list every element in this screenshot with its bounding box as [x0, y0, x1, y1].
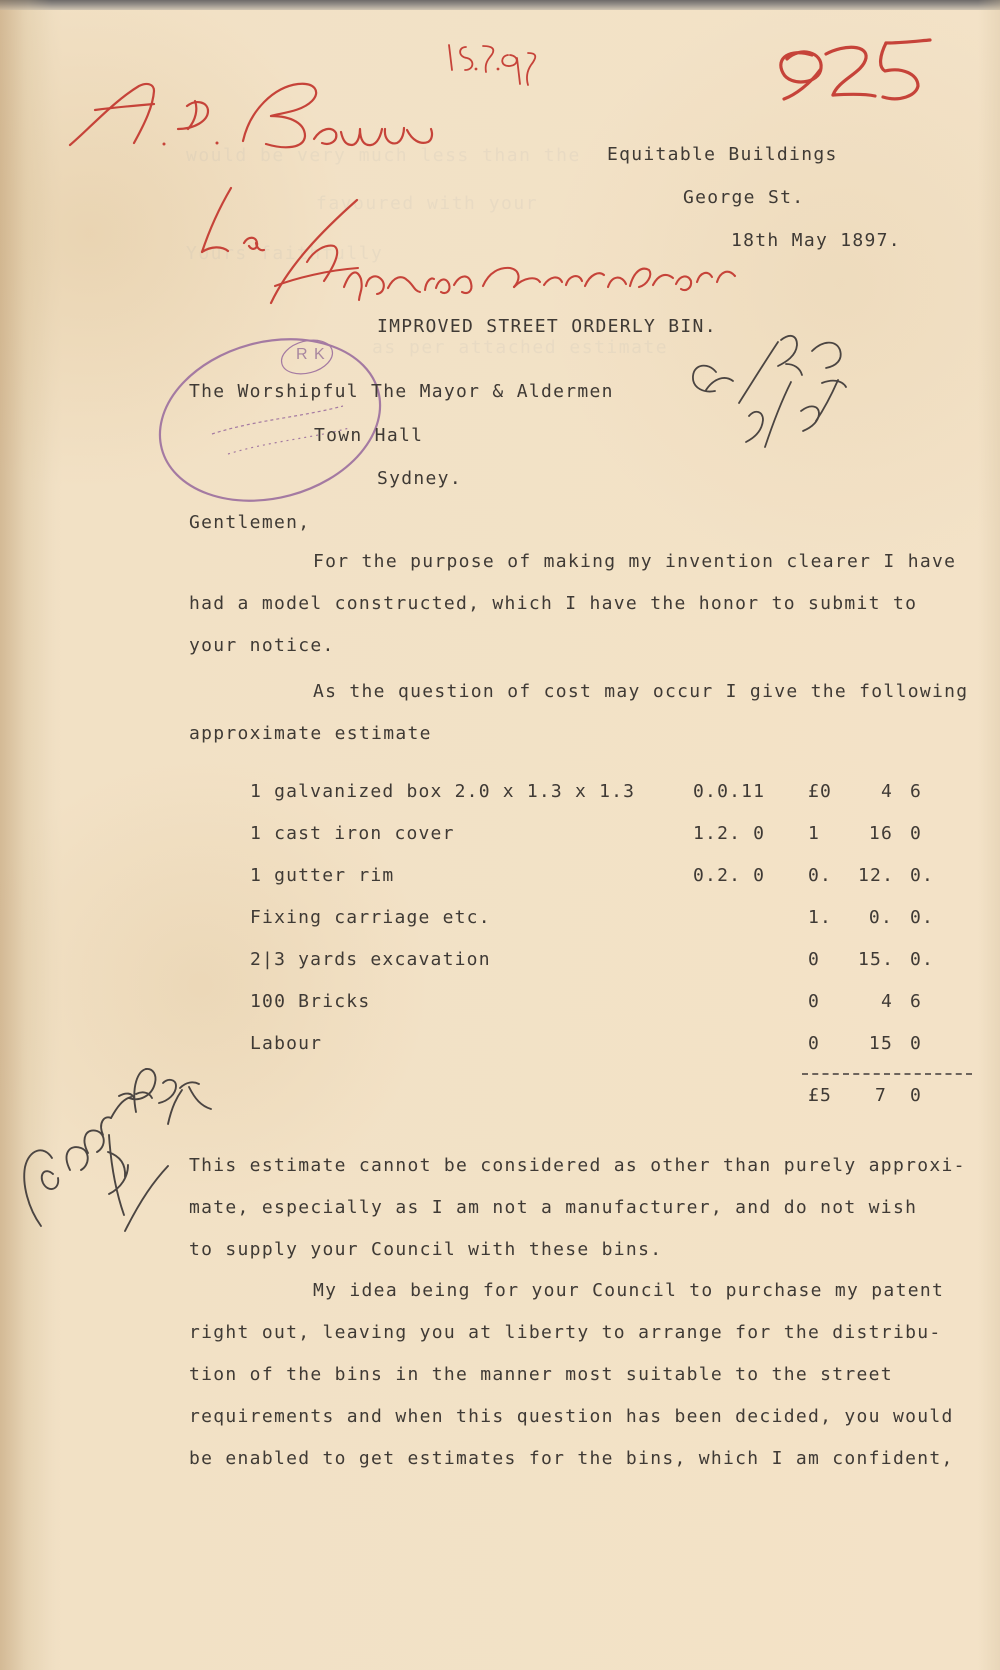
paragraph-4	[189, 1270, 995, 1480]
bleedthrough-text-3: Yours faithfully	[186, 243, 384, 264]
bleedthrough-text-2: favoured with your	[316, 193, 539, 214]
initials-annotation	[202, 188, 357, 303]
paragraph-4-line-1	[189, 1270, 995, 1312]
paragraph-1-line-3: your notice.	[189, 635, 335, 656]
estimate-row	[250, 865, 970, 907]
estimate-row	[250, 907, 970, 949]
date-pencil-annotation	[449, 45, 535, 85]
estimate-row	[250, 991, 970, 1033]
estimate-weight: 0.2. 0	[693, 865, 766, 886]
address-line-1: Equitable Buildings	[607, 144, 838, 165]
estimate-pence: 0.	[910, 949, 935, 970]
paragraph-4-line-3: tion of the bins in the manner most suitable to the street	[189, 1364, 893, 1385]
estimate-pence: 0.	[910, 865, 935, 886]
paragraph-1	[189, 541, 995, 667]
estimate-row	[250, 949, 970, 991]
paragraph-4-line-2: right out, leaving you at liberty to arrange for the distribu-	[189, 1322, 942, 1343]
estimate-item: 2|3 yards excavation	[250, 949, 491, 970]
paragraph-1-line-1	[189, 541, 995, 583]
estimate-pounds: 1	[808, 823, 821, 844]
reference-pencil-note	[693, 336, 846, 447]
estimate-item: 1 cast iron cover	[250, 823, 455, 844]
estimate-shillings: 15.	[858, 949, 895, 970]
estimate-shillings: 4	[880, 991, 893, 1012]
paragraph-2	[189, 671, 995, 755]
estimate-weight: 1.2. 0	[693, 823, 766, 844]
estimate-pence: 0	[910, 1033, 923, 1054]
estimate-row	[250, 823, 970, 865]
estimate-shillings: 0.	[868, 907, 893, 928]
estimate-pounds: 0	[808, 991, 821, 1012]
bleedthrough-text-1: would be very much less than the	[186, 145, 581, 166]
left-margin-stain	[0, 0, 52, 1670]
estimate-pence: 0	[910, 823, 923, 844]
estimate-pence: 6	[910, 781, 923, 802]
paragraph-4-line-4: requirements and when this question has been decided, you would	[189, 1406, 954, 1427]
registry-number-annotation	[781, 40, 930, 99]
addressee-line-2: Town Hall	[314, 425, 424, 446]
estimate-shillings: 16	[868, 823, 893, 844]
paragraph-3	[189, 1145, 995, 1271]
estimate-pence: 6	[910, 991, 923, 1012]
estimate-row	[250, 1033, 970, 1075]
estimate-item: 100 Bricks	[250, 991, 371, 1012]
stamp-oval	[142, 316, 399, 525]
sender-name-annotation	[70, 84, 432, 148]
paragraph-2-line-1	[189, 671, 995, 713]
paragraph-2-line-1-text: As the question of cost may occur I give the following	[313, 681, 969, 702]
estimate-pounds: £0	[808, 781, 833, 802]
estimate-shillings: 12.	[858, 865, 895, 886]
estimate-total-rule	[802, 1073, 972, 1076]
estimate-item: Fixing carriage etc.	[250, 907, 491, 928]
addressee-line-1: The Worshipful The Mayor & Aldermen	[189, 381, 614, 402]
estimate-item: 1 galvanized box 2.0 x 1.3 x 1.3	[250, 781, 636, 802]
committee-margin-note	[24, 1069, 211, 1231]
estimate-total-shillings: 7	[875, 1085, 888, 1106]
paragraph-1-line-1-text: For the purpose of making my invention clearer I have	[313, 551, 957, 572]
estimate-row	[250, 781, 970, 823]
bleedthrough-text-4: as per attached estimate	[372, 337, 669, 358]
stamp-text: R K	[296, 346, 326, 363]
paragraph-3-line-3: to supply your Council with these bins.	[189, 1239, 663, 1260]
paragraph-2-line-2: approximate estimate	[189, 723, 432, 744]
subject-line: IMPROVED STREET ORDERLY BIN.	[377, 316, 717, 337]
addressee-line-3: Sydney.	[377, 468, 462, 489]
estimate-table	[250, 781, 970, 1106]
paragraph-3-line-1: This estimate cannot be considered as other than purely approxi-	[189, 1155, 966, 1176]
estimate-shillings: 15	[868, 1033, 893, 1054]
subject-handwritten-note	[275, 246, 735, 300]
paragraph-3-line-2: mate, especially as I am not a manufacturer, and do not wish	[189, 1197, 918, 1218]
paragraph-4-line-1-text: My idea being for your Council to purchase my patent	[313, 1280, 945, 1301]
estimate-weight: 0.0.11	[693, 781, 766, 802]
estimate-pounds: 0	[808, 1033, 821, 1054]
estimate-total-row	[250, 1085, 970, 1127]
estimate-total-pence: 0	[910, 1085, 923, 1106]
estimate-item: 1 gutter rim	[250, 865, 395, 886]
estimate-item: Labour	[250, 1033, 323, 1054]
estimate-shillings: 4	[880, 781, 893, 802]
paragraph-4-line-5: be enabled to get estimates for the bins, which I am confident,	[189, 1448, 954, 1469]
estimate-pounds: 0	[808, 949, 821, 970]
address-line-2: George St.	[683, 187, 805, 208]
estimate-pounds: 1.	[808, 907, 833, 928]
estimate-pounds: 0.	[808, 865, 833, 886]
estimate-pence: 0.	[910, 907, 935, 928]
letter-date: 18th May 1897.	[731, 230, 901, 251]
estimate-total-pounds: £5	[808, 1085, 833, 1106]
paragraph-1-line-2: had a model constructed, which I have the honor to submit to	[189, 593, 918, 614]
salutation: Gentlemen,	[189, 512, 311, 533]
top-scan-edge	[0, 0, 1000, 10]
